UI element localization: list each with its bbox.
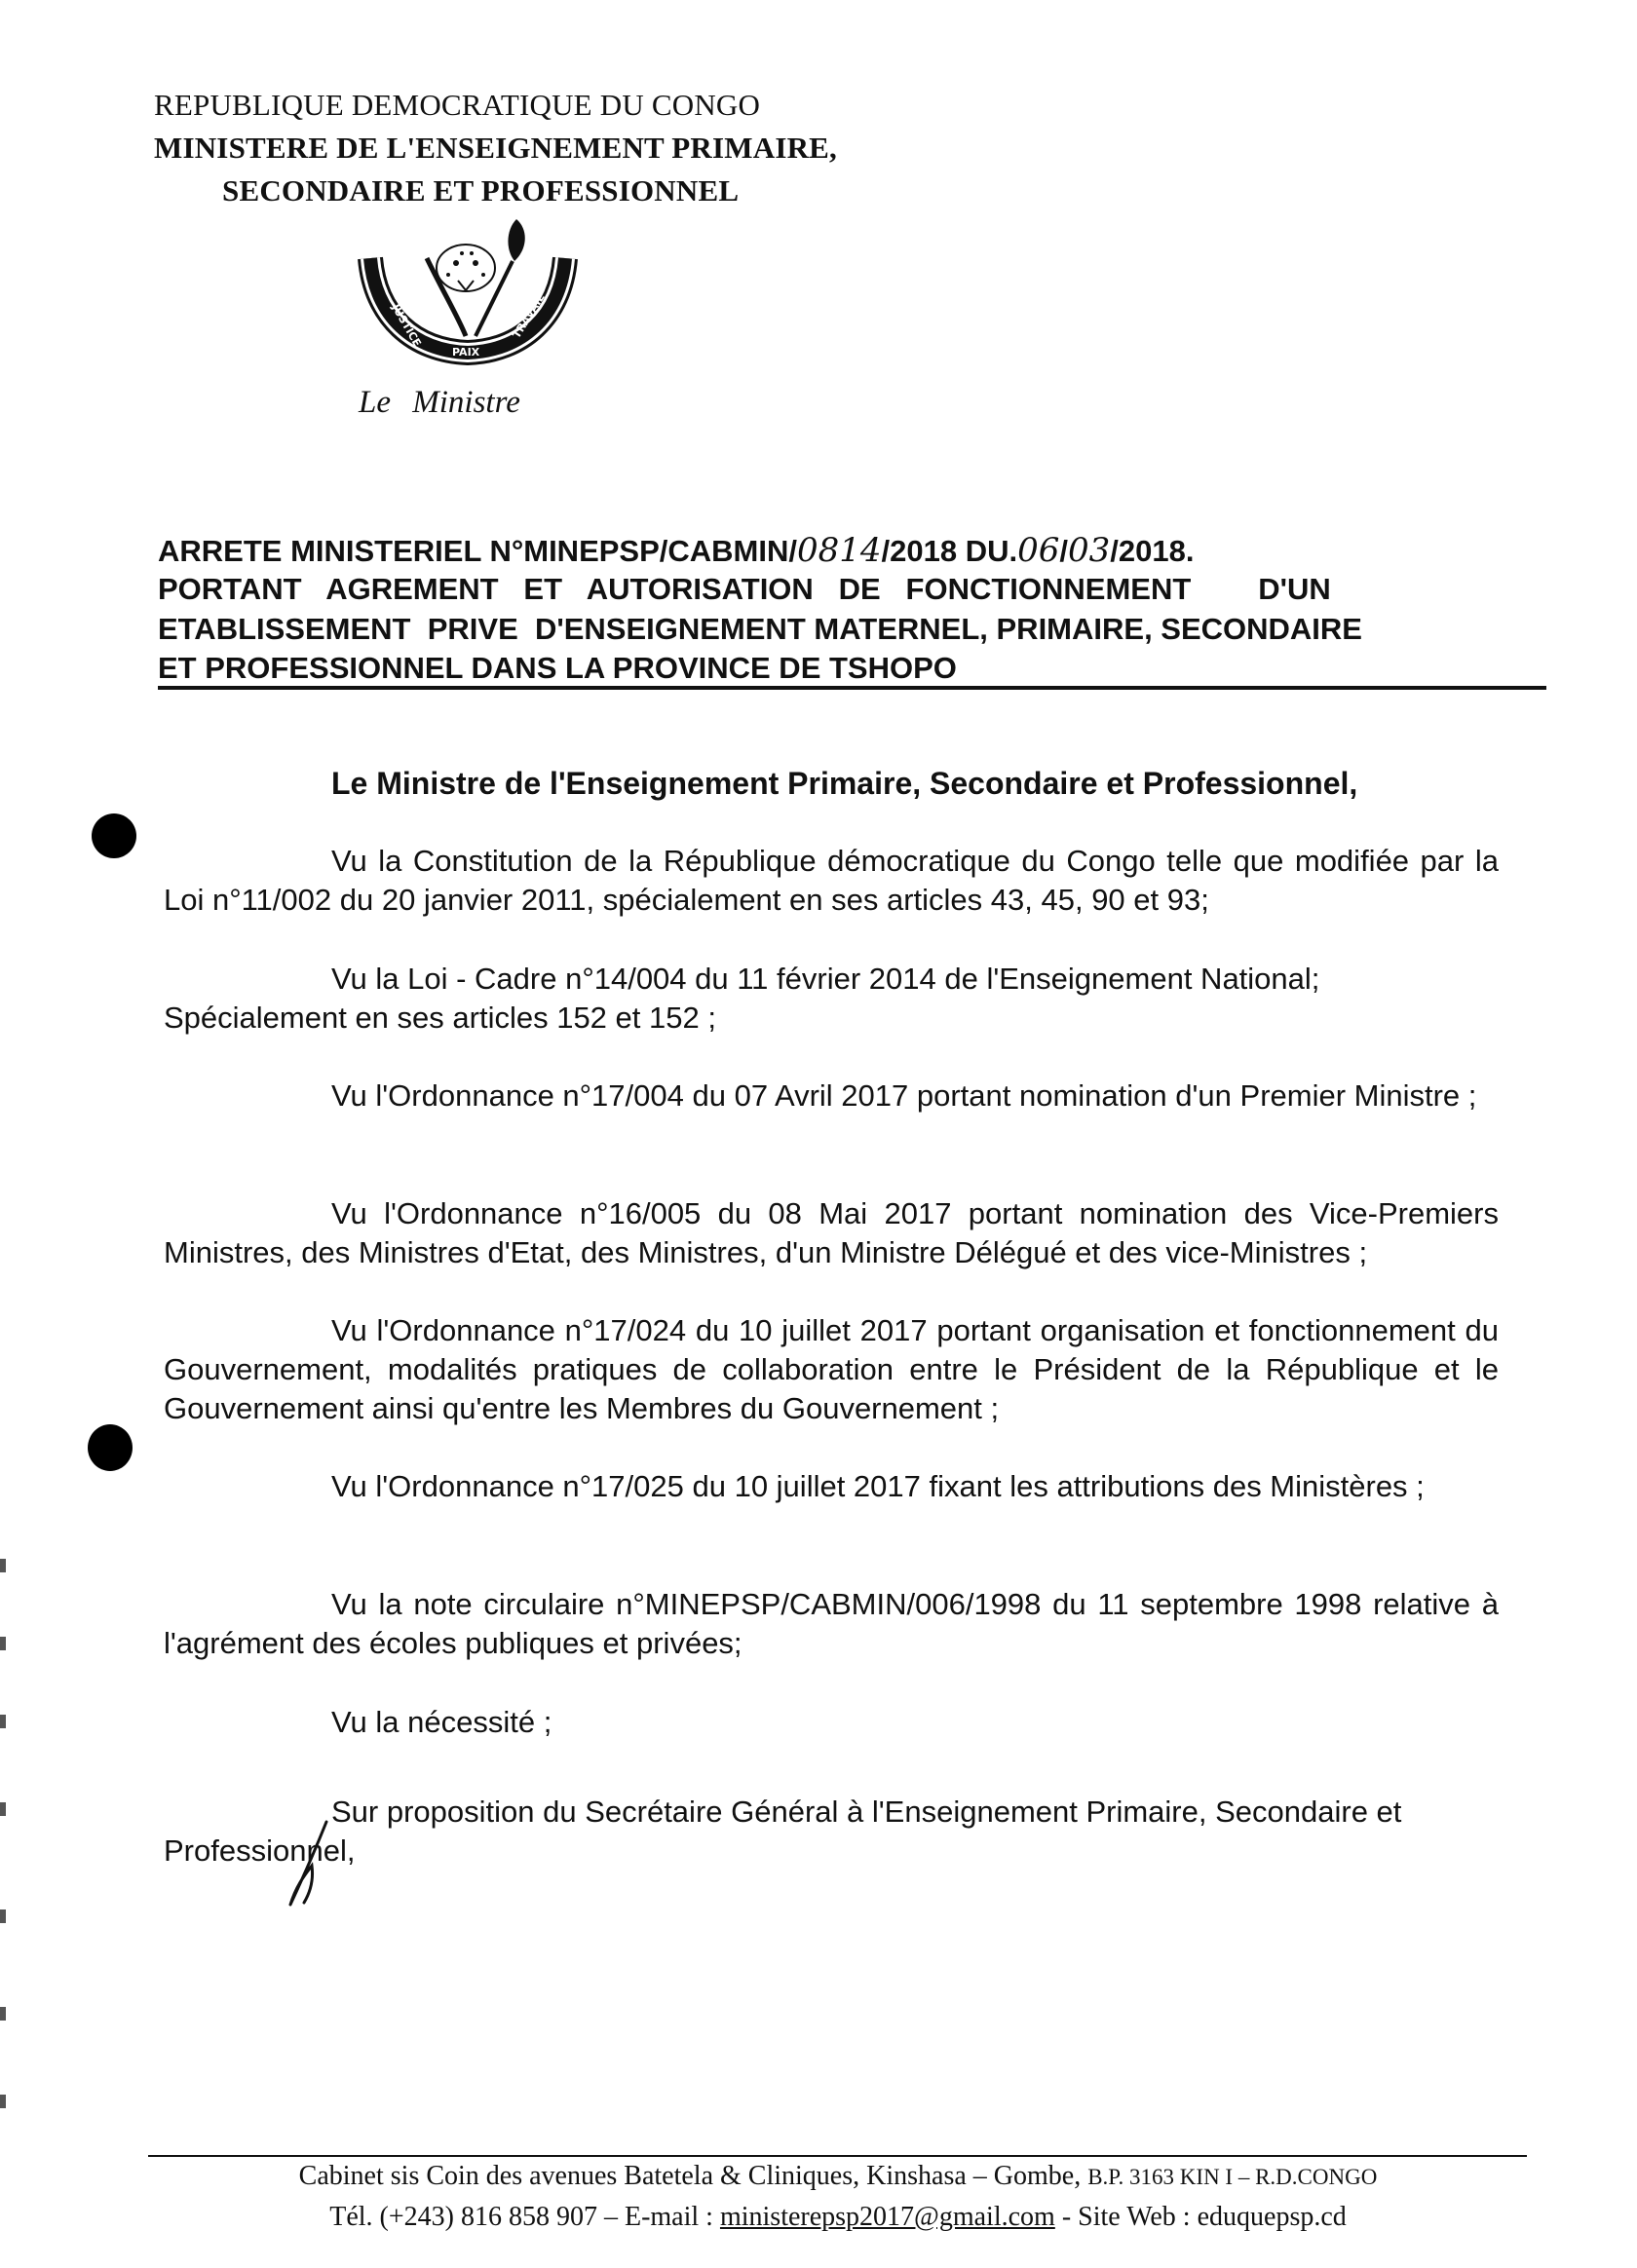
punch-hole-mark: [88, 1424, 133, 1471]
scan-edge-mark: [0, 2007, 6, 2021]
footer-contact: Tél. (+243) 816 858 907 – E-mail : ministerepsp2017@gmail.com - Site Web : eduquepsp.cd: [329, 2202, 1347, 2232]
footer-rule: [148, 2155, 1527, 2157]
scan-edge-mark: [0, 1909, 6, 1923]
motto-justice: JUSTICE: [389, 302, 424, 350]
consideration-necessite: Vu la nécessité ;: [331, 1705, 552, 1739]
ministry-name: MINISTERE DE L'ENSEIGNEMENT PRIMAIRE,: [154, 131, 838, 165]
motto-paix: PAIX: [452, 346, 480, 359]
scan-edge-mark: [0, 1715, 6, 1728]
consideration-loi-cadre: Vu la Loi - Cadre n°14/004 du 11 février 2014 de l'Enseignement National; Spécialement en ses articles 152 et 152 ;: [164, 962, 1320, 1035]
decree-number-line: [158, 531, 1495, 570]
decree-title-line-3: ETABLISSEMENT PRIVE D'ENSEIGNEMENT MATERNEL, PRIMAIRE, SECONDAIRE: [158, 612, 1362, 646]
scan-edge-mark: [0, 1637, 6, 1650]
decree-day-handwritten: 06: [1017, 531, 1060, 570]
signatory-title: Le Ministre: [359, 385, 520, 420]
punch-hole-mark: [92, 813, 136, 858]
decree-title-line-2: PORTANT AGREMENT ET AUTORISATION DE FONCTIONNEMENT D'UN: [158, 572, 1331, 606]
consideration-constitution: Vu la Constitution de la République démocratique du Congo telle que modifiée par la Loi n°11/002 du 20 janvier 2011, spécialement en ses articles 43, 45, 90 et 93;: [164, 844, 1499, 917]
ministry-name-cont: SECONDAIRE ET PROFESSIONNEL: [222, 173, 740, 208]
coat-of-arms: [351, 205, 585, 370]
decree-number-handwritten: 0814: [796, 531, 882, 570]
consideration-note-circulaire: Vu la note circulaire n°MINEPSP/CABMIN/006/1998 du 11 septembre 1998 relative à l'agrément des écoles publiques et privées;: [164, 1587, 1499, 1660]
decree-prefix: ARRETE MINISTERIEL N°MINEPSP/CABMIN/: [158, 534, 797, 568]
decree-title-line-4: ET PROFESSIONNEL DANS LA PROVINCE DE TSHOPO: [158, 651, 957, 685]
consideration-ordonnance-17-025: Vu l'Ordonnance n°17/025 du 10 juillet 2017 fixant les attributions des Ministères ;: [331, 1469, 1425, 1503]
handwritten-initial: [283, 1817, 341, 1909]
consideration-ordonnance-16-005: Vu l'Ordonnance n°16/005 du 08 Mai 2017 portant nomination des Vice-Premiers Ministres, des Ministres d'Etat, des Ministres, d'un Ministre Délégué et des vice-Ministres ;: [164, 1196, 1499, 1269]
coat-of-arms-icon: [351, 205, 585, 370]
decree-sep: /: [1059, 534, 1068, 568]
republic-name: REPUBLIQUE DEMOCRATIQUE DU CONGO: [154, 88, 761, 122]
consideration-ordonnance-17-024: Vu l'Ordonnance n°17/024 du 10 juillet 2017 portant organisation et fonctionnement du Gouvernement, modalités pratiques de collaboration entre le Président de la République et le Gouvernement ainsi qu'entre les Membres du Gouvernement ;: [164, 1313, 1499, 1425]
preamble-intro: Le Ministre de l'Enseignement Primaire, Secondaire et Professionnel,: [331, 766, 1358, 801]
consideration-ordonnance-17-004: Vu l'Ordonnance n°17/004 du 07 Avril 2017 portant nomination d'un Premier Ministre ;: [331, 1078, 1477, 1113]
scan-edge-mark: [0, 1802, 6, 1816]
footer-email-link[interactable]: ministerepsp2017@gmail.com: [719, 2202, 1055, 2232]
decree-month-handwritten: 03: [1067, 531, 1111, 570]
scan-edge-mark: [0, 2095, 6, 2108]
scan-edge-mark: [0, 1559, 6, 1572]
footer-address: Cabinet sis Coin des avenues Batetela & Cliniques, Kinshasa – Gombe, B.P. 3163 KIN I – R.D.CONGO: [298, 2161, 1378, 2191]
decree-year-end: /2018.: [1110, 534, 1195, 568]
decree-year-mid: /2018 DU.: [881, 534, 1018, 568]
motto-travail: TRAVAIL: [510, 291, 548, 341]
consideration-proposition: Sur proposition du Secrétaire Général à l'Enseignement Primaire, Secondaire et Professionnel,: [164, 1795, 1402, 1868]
title-underline: [158, 686, 1546, 690]
